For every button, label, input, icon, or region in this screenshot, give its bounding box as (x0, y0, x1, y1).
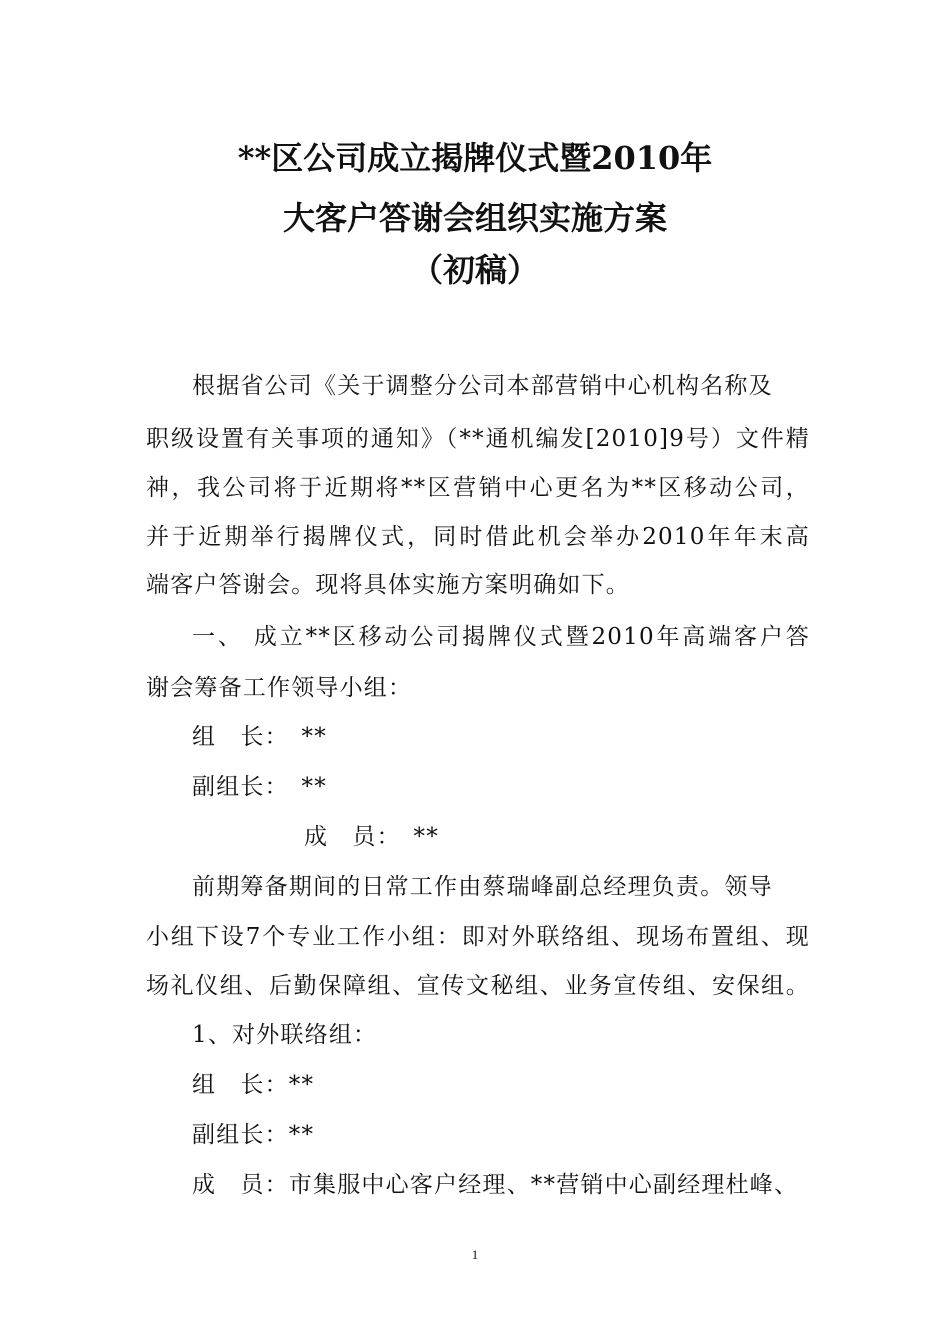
leader-group-members: 成 员： ** (304, 824, 439, 850)
paragraph-groups-line-2: 小组下设7个专业工作小组：即对外联络组、现场布置组、现 (146, 924, 810, 950)
liaison-group-members: 成 员：市集服中心客户经理、**营销中心副经理杜峰、 (192, 1172, 799, 1198)
paragraph-groups-line-1: 前期筹备期间的日常工作由蔡瑞峰副总经理负责。领导 (192, 874, 773, 900)
paragraph-groups-line-3: 场礼仪组、后勤保障组、宣传文秘组、业务宣传组、安保组。 (146, 973, 810, 999)
paragraph-intro-line-2: 职级设置有关事项的通知》（**通机编发[2010]9号）文件精 (146, 426, 810, 452)
document-title-draft-note: （初稿） (410, 251, 539, 289)
document-title-line-2: 大客户答谢会组织实施方案 (282, 199, 667, 237)
paragraph-intro-line-4: 并于近期举行揭牌仪式，同时借此机会举办2010年年末高 (146, 524, 810, 550)
paragraph-intro-line-5: 端客户答谢会。现将具体实施方案明确如下。 (146, 572, 630, 598)
liaison-group-heading: 1、对外联络组： (192, 1022, 378, 1048)
leader-group-head: 组 长： ** (192, 724, 327, 750)
page-number: 1 (471, 1247, 479, 1262)
paragraph-intro-line-1: 根据省公司《关于调整分公司本部营销中心机构名称及 (192, 373, 773, 399)
section-one-heading-line-1: 一、 成立**区移动公司揭牌仪式暨2010年高端客户答 (192, 624, 810, 650)
document-title-line-1: **区公司成立揭牌仪式暨2010年 (237, 139, 713, 177)
liaison-group-head: 组 长：** (192, 1072, 315, 1098)
paragraph-intro-line-3: 神，我公司将于近期将**区营销中心更名为**区移动公司， (146, 475, 810, 501)
liaison-group-deputy: 副组长：** (192, 1122, 315, 1148)
leader-group-deputy: 副组长： ** (192, 774, 327, 800)
section-one-heading-line-2: 谢会筹备工作领导小组： (146, 675, 413, 701)
